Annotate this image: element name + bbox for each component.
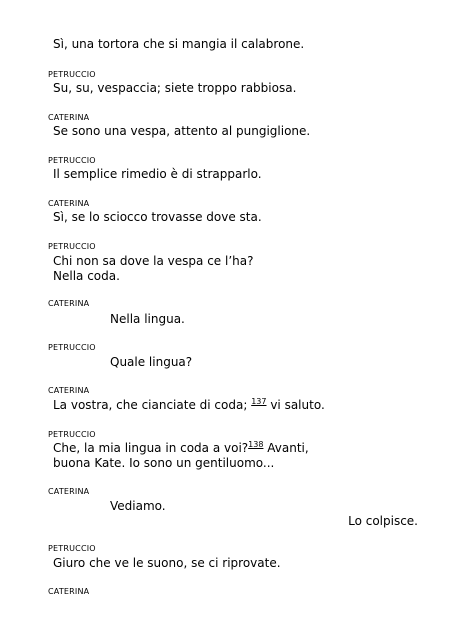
- dialogue-line: Il semplice rimedio è di strapparlo.: [53, 167, 262, 181]
- dialogue-line: Nella coda.: [53, 269, 120, 283]
- line-text: Avanti,: [263, 441, 309, 455]
- dialogue-line: Giuro che ve le suono, se ci riprovate.: [53, 556, 281, 570]
- dialogue-line: [53, 397, 325, 413]
- speaker-name: CATERINA: [48, 587, 90, 596]
- stage-direction: Lo colpisce.: [348, 514, 418, 528]
- speaker-name: PETRUCCIO: [48, 156, 96, 165]
- dialogue-line: Sì, se lo sciocco trovasse dove sta.: [53, 210, 262, 224]
- footnote-link[interactable]: 138: [248, 440, 264, 449]
- speaker-name: CATERINA: [48, 487, 90, 496]
- dialogue-line: buona Kate. Io sono un gentiluomo...: [53, 456, 275, 470]
- dialogue-line: Vediamo.: [110, 499, 166, 513]
- dialogue-line: Se sono una vespa, attento al pungiglione.: [53, 124, 311, 138]
- line-text: La vostra, che cianciate di coda;: [53, 398, 248, 412]
- dialogue-line: Nella lingua.: [110, 312, 185, 326]
- line-text: vi saluto.: [270, 398, 325, 412]
- speaker-name: CATERINA: [48, 299, 90, 308]
- speaker-name: CATERINA: [48, 199, 90, 208]
- dialogue-line: Su, su, vespaccia; siete troppo rabbiosa.: [53, 81, 297, 95]
- line-text: Che, la mia lingua in coda a voi?: [53, 441, 249, 455]
- speaker-name: PETRUCCIO: [48, 430, 96, 439]
- speaker-name: PETRUCCIO: [48, 70, 96, 79]
- footnote-link[interactable]: 137: [251, 397, 267, 406]
- dialogue-line: [53, 440, 309, 456]
- speaker-name: CATERINA: [48, 113, 90, 122]
- speaker-name: PETRUCCIO: [48, 242, 96, 251]
- dialogue-line: Sì, una tortora che si mangia il calabrone.: [53, 37, 305, 51]
- speaker-name: PETRUCCIO: [48, 544, 96, 553]
- dialogue-line: Chi non sa dove la vespa ce l’ha?: [53, 254, 254, 268]
- speaker-name: PETRUCCIO: [48, 343, 96, 352]
- speaker-name: CATERINA: [48, 386, 90, 395]
- dialogue-line: Quale lingua?: [110, 355, 193, 369]
